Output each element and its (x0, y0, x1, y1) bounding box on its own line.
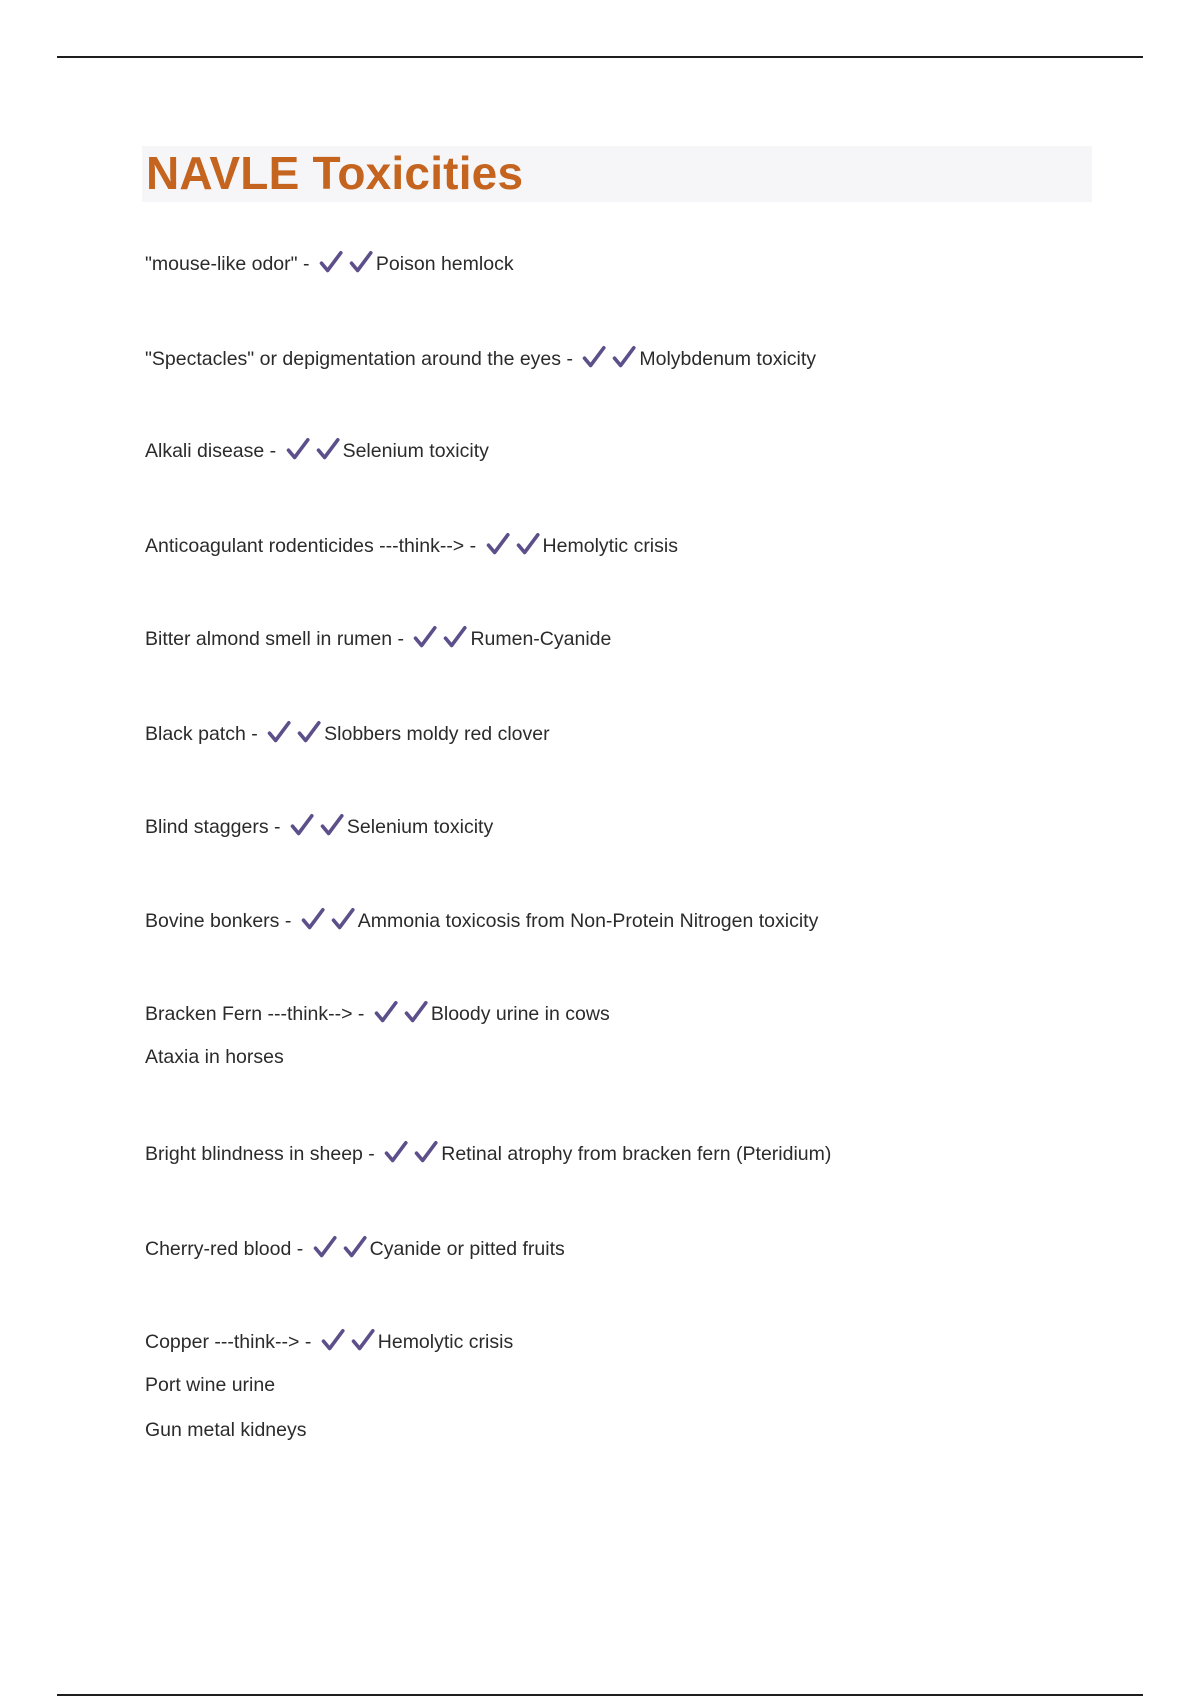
check-icon (319, 250, 343, 274)
entry-term: Copper ---think--> (145, 1331, 300, 1353)
list-item (145, 1140, 831, 1164)
check-icon (443, 625, 467, 649)
entry-term: Bitter almond smell in rumen (145, 628, 393, 650)
list-item (145, 1235, 565, 1259)
entry-answer: Rumen-Cyanide (470, 628, 612, 650)
entry-separator: - (291, 1238, 309, 1260)
entry-line (145, 1328, 513, 1352)
list-item (145, 720, 550, 744)
list-item (145, 250, 514, 274)
entry-answer: Cyanide or pitted fruits (369, 1238, 565, 1260)
entry-term: Alkali disease (145, 440, 265, 462)
entry-term: "mouse-like odor" (145, 253, 298, 275)
check-icon (612, 345, 636, 369)
check-icon (297, 720, 321, 744)
check-pair (319, 250, 373, 280)
check-pair (301, 907, 355, 937)
entry-line (145, 907, 818, 931)
entry-separator: - (464, 535, 482, 557)
entry-extra-line: Gun metal kidneys (145, 1419, 307, 1441)
entry-term: "Spectacles" or depigmentation around the eyes (145, 348, 562, 370)
entry-line (145, 625, 611, 649)
check-icon (404, 1000, 428, 1024)
list-item (145, 625, 611, 649)
entry-separator: - (245, 723, 264, 745)
entry-separator: - (392, 628, 410, 650)
entry-extra-line: Port wine urine (145, 1374, 276, 1396)
entry-term: Bovine bonkers (145, 910, 280, 932)
check-pair (486, 532, 540, 562)
entry-line (145, 813, 493, 837)
entry-line (145, 720, 550, 744)
entry-separator: - (268, 816, 286, 838)
entry-separator: - (264, 440, 282, 462)
check-pair (290, 813, 344, 843)
check-icon (582, 345, 606, 369)
bottom-rule (57, 1694, 1143, 1696)
check-icon (267, 720, 291, 744)
entry-extra-line: Ataxia in horses (145, 1046, 284, 1068)
entry-line (145, 250, 514, 274)
check-pair (321, 1328, 375, 1358)
entry-separator: - (279, 910, 297, 932)
entry-line (145, 532, 678, 556)
entry-line (145, 1235, 565, 1259)
check-icon (384, 1140, 408, 1164)
entry-answer: Selenium toxicity (346, 816, 494, 838)
entry-answer: Hemolytic crisis (377, 1331, 514, 1353)
entry-answer: Poison hemlock (375, 253, 514, 275)
check-icon (290, 813, 314, 837)
entry-term: Blind staggers (145, 816, 269, 838)
entry-answer: Molybdenum toxicity (639, 348, 817, 370)
page-title: NAVLE Toxicities (146, 147, 524, 199)
entry-line (145, 1140, 831, 1164)
entry-answer: Hemolytic crisis (542, 535, 678, 557)
check-icon (374, 1000, 398, 1024)
check-icon (301, 907, 325, 931)
entry-separator: - (561, 348, 579, 370)
entry-term: Black patch (145, 723, 246, 745)
check-icon (349, 250, 373, 274)
list-item (145, 437, 489, 461)
list-item (145, 907, 818, 931)
check-icon (516, 532, 540, 556)
check-icon (313, 1235, 337, 1259)
check-icon (414, 1140, 438, 1164)
check-pair (267, 720, 321, 750)
entry-line (145, 1000, 610, 1024)
entry-line (145, 437, 489, 461)
check-pair (413, 625, 467, 655)
check-icon (413, 625, 437, 649)
check-pair (313, 1235, 367, 1265)
entry-separator: - (297, 253, 315, 275)
check-pair (384, 1140, 438, 1170)
entry-term: Bright blindness in sheep (145, 1143, 363, 1165)
entry-separator: - (362, 1143, 381, 1165)
entry-term: Cherry-red blood (145, 1238, 292, 1260)
entry-separator: - (352, 1003, 370, 1025)
list-item (145, 532, 678, 556)
entry-line (145, 345, 816, 369)
list-item (145, 813, 493, 837)
entry-answer: Ammonia toxicosis from Non-Protein Nitrogen toxicity (357, 910, 819, 932)
check-icon (321, 1328, 345, 1352)
entry-answer: Retinal atrophy from bracken fern (Pteridium) (441, 1143, 832, 1165)
top-rule (57, 56, 1143, 58)
entry-term: Bracken Fern ---think--> (145, 1003, 353, 1025)
check-pair (582, 345, 636, 375)
check-icon (286, 437, 310, 461)
entry-term: Anticoagulant rodenticides ---think--> (145, 535, 465, 557)
check-icon (331, 907, 355, 931)
check-icon (320, 813, 344, 837)
list-item (145, 345, 816, 369)
entry-answer: Selenium toxicity (342, 440, 489, 462)
list-item (145, 1328, 513, 1442)
check-icon (486, 532, 510, 556)
check-icon (316, 437, 340, 461)
check-icon (343, 1235, 367, 1259)
check-icon (351, 1328, 375, 1352)
check-pair (286, 437, 340, 467)
entry-answer: Slobbers moldy red clover (324, 723, 550, 745)
entry-separator: - (299, 1331, 317, 1353)
list-item (145, 1000, 610, 1069)
check-pair (374, 1000, 428, 1030)
entry-answer: Bloody urine in cows (430, 1003, 610, 1025)
